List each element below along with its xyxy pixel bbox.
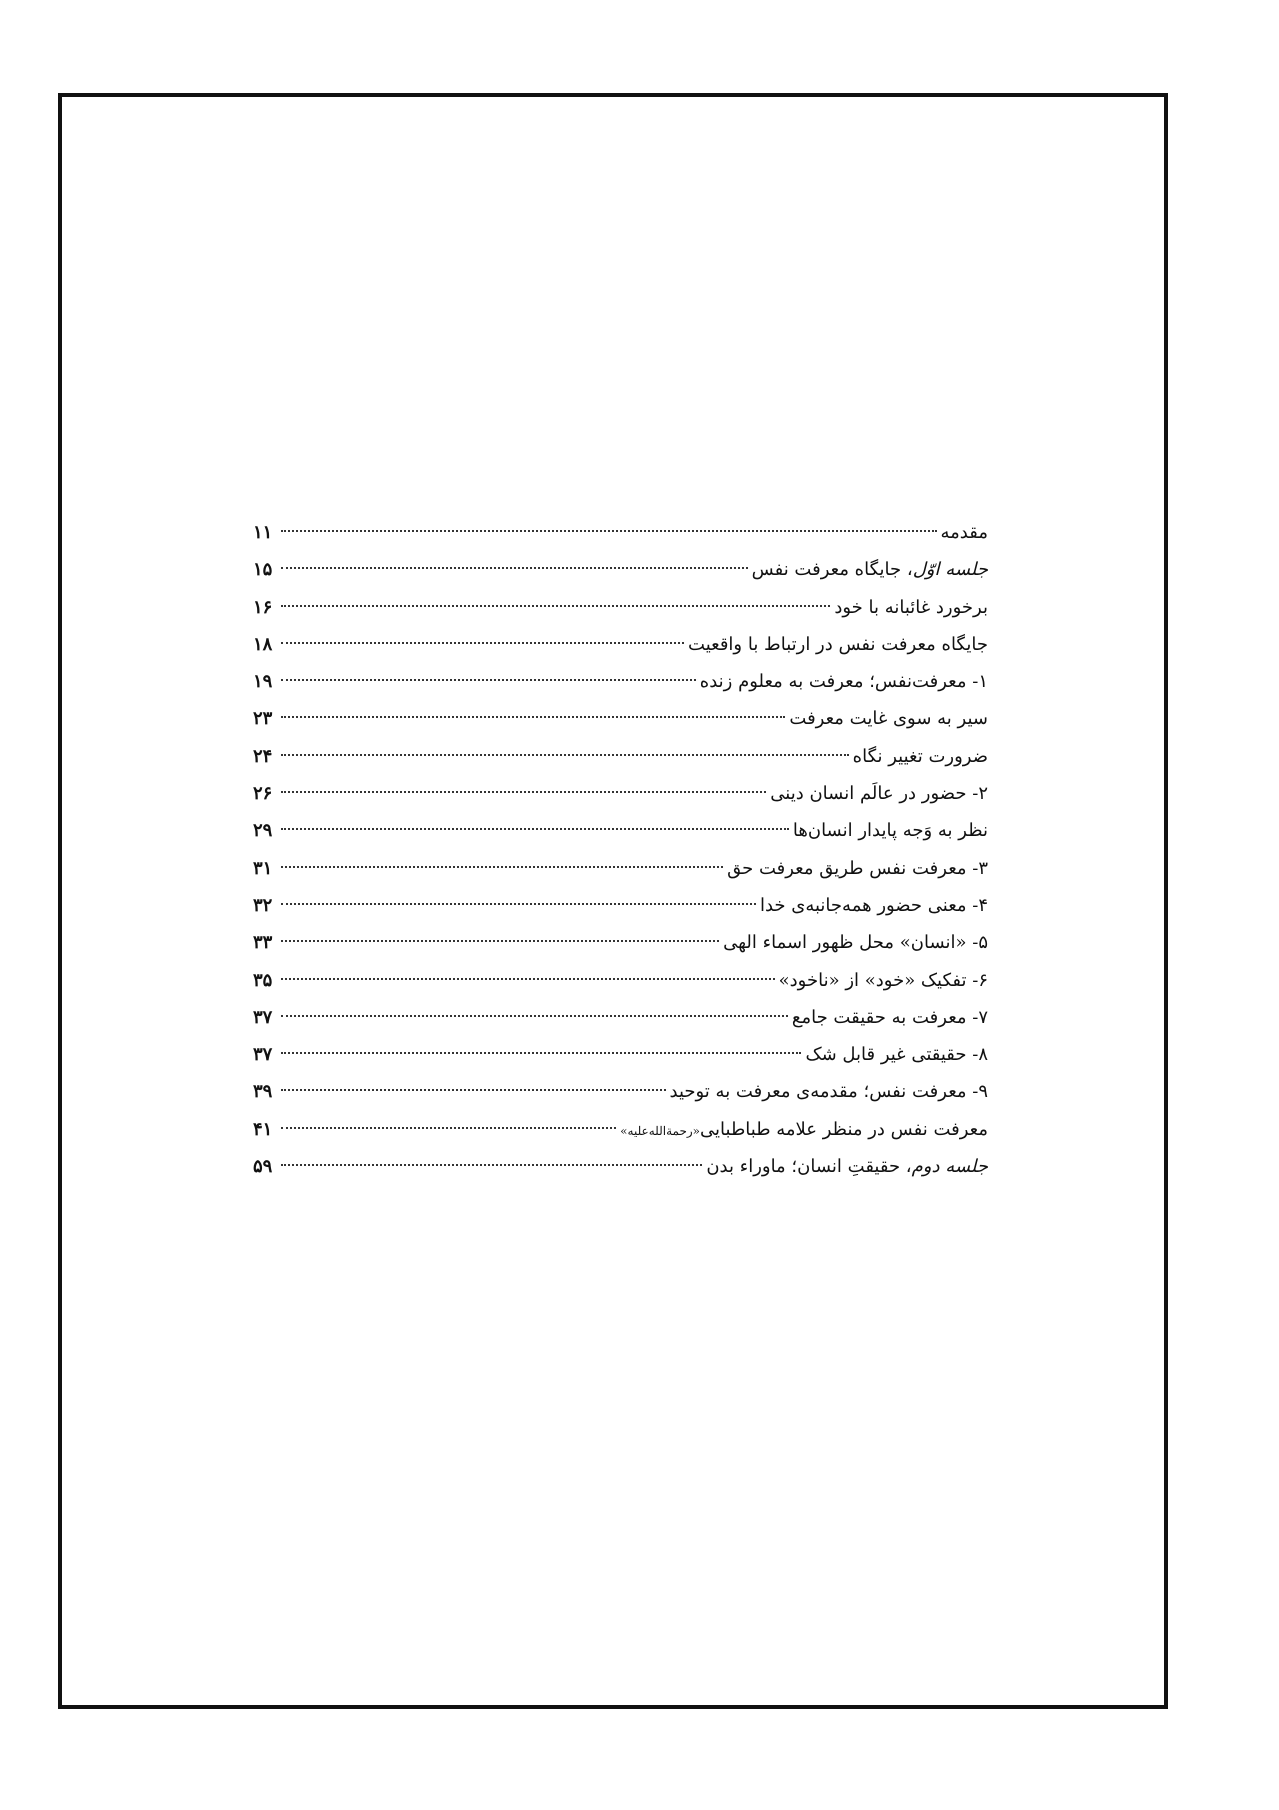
toc-entry[interactable] [253, 1148, 988, 1185]
toc-entry-page: ۲۹ [253, 820, 273, 842]
toc-entry[interactable] [253, 1073, 988, 1110]
toc-entry[interactable] [253, 962, 988, 999]
toc-dot-leader [281, 791, 766, 793]
toc-entry-page: ۴۱ [253, 1118, 273, 1140]
toc-dot-leader [281, 530, 937, 532]
toc-entry[interactable] [253, 589, 988, 626]
toc-dot-leader [281, 866, 723, 868]
toc-dot-leader [281, 940, 719, 942]
toc-dot-leader [281, 716, 785, 718]
toc-dot-leader [281, 1089, 666, 1091]
toc-entry-page: ۳۷ [253, 1044, 273, 1066]
toc-entry-title: جلسه دوم، حقیقتِ انسان؛ ماوراء بدن [706, 1156, 988, 1178]
toc-entry[interactable] [253, 887, 988, 924]
toc-entry-title: ۴- معنی حضور همه‌جانبه‌ی خدا [759, 894, 988, 916]
toc-entry-title: ۷- معرفت به حقیقت جامع [791, 1006, 988, 1028]
toc-entry-page: ۱۶ [253, 596, 273, 618]
toc-dot-leader [281, 978, 775, 980]
toc-dot-leader [281, 1015, 788, 1017]
toc-entry-page: ۱۸ [253, 633, 273, 655]
toc-dot-leader [281, 642, 684, 644]
toc-entry-page: ۳۳ [253, 932, 273, 954]
toc-entry-title: ۶- تفکیک «خود» از «ناخود» [778, 969, 988, 991]
toc-entry-page: ۳۷ [253, 1006, 273, 1028]
toc-entry-page: ۳۱ [253, 857, 273, 879]
toc-entry-title: برخورد غائبانه با خود [834, 596, 988, 618]
toc-entry[interactable] [253, 514, 988, 551]
toc-entry-page: ۳۵ [253, 969, 273, 991]
toc-entry[interactable] [253, 700, 988, 737]
toc-entry[interactable] [253, 850, 988, 887]
toc-entry[interactable] [253, 738, 988, 775]
toc-entry-page: ۲۶ [253, 783, 273, 805]
toc-entry-title: جلسه اوّل، جایگاه معرفت نفس [751, 559, 988, 581]
toc-entry-title: نظر به وَجه پایدار انسان‌ها [792, 820, 988, 842]
toc-entry-page: ۳۹ [253, 1081, 273, 1103]
toc-dot-leader [281, 1164, 702, 1166]
toc-entry[interactable] [253, 999, 988, 1036]
toc-entry-page: ۲۴ [253, 745, 273, 767]
toc-dot-leader [281, 605, 830, 607]
toc-entry-title: ۱- معرفت‌نفس؛ معرفت به معلوم زنده [699, 671, 988, 693]
toc-dot-leader [281, 679, 696, 681]
toc-entry[interactable] [253, 812, 988, 849]
toc-entry-title: جایگاه معرفت نفس در ارتباط با واقعیت [688, 633, 988, 655]
toc-dot-leader [281, 567, 748, 569]
toc-entry[interactable] [253, 775, 988, 812]
toc-entry-title: ۳- معرفت نفس طریق معرفت حق [727, 857, 988, 879]
table-of-contents [253, 514, 988, 1185]
toc-entry-page: ۱۵ [253, 559, 273, 581]
toc-dot-leader [281, 903, 756, 905]
toc-entry[interactable] [253, 663, 988, 700]
toc-entry-title: ۹- معرفت نفس؛ مقدمه‌ی معرفت به توحید [669, 1081, 988, 1103]
toc-entry-page: ۱۱ [253, 522, 273, 543]
toc-entry[interactable] [253, 626, 988, 663]
toc-entry-title: ضرورت تغییر نگاه [852, 745, 988, 767]
toc-entry-title: سیر به سوی غایت معرفت [789, 708, 988, 730]
toc-entry-title: ۸- حقیقتی غیر قابل شک [805, 1044, 988, 1066]
toc-entry-page: ۵۹ [253, 1156, 273, 1178]
toc-dot-leader [281, 1052, 801, 1054]
toc-entry-title: معرفت نفس در منظر علامه طباطبایی«رحمةالله‌علیه» [620, 1118, 988, 1140]
toc-dot-leader [281, 828, 789, 830]
toc-entry-title: ۲- حضور در عالَم انسان دینی [770, 783, 988, 805]
toc-entry[interactable] [253, 924, 988, 961]
toc-dot-leader [281, 1127, 616, 1129]
toc-entry-page: ۳۲ [253, 894, 273, 916]
toc-entry-page: ۲۳ [253, 708, 273, 730]
toc-entry-title: مقدمه [940, 522, 988, 543]
toc-dot-leader [281, 754, 849, 756]
toc-entry-title: ۵- «انسان» محل ظهور اسماء الهی [723, 932, 988, 954]
toc-entry-page: ۱۹ [253, 671, 273, 693]
toc-entry[interactable] [253, 551, 988, 588]
toc-entry[interactable] [253, 1111, 988, 1148]
toc-entry[interactable] [253, 1036, 988, 1073]
